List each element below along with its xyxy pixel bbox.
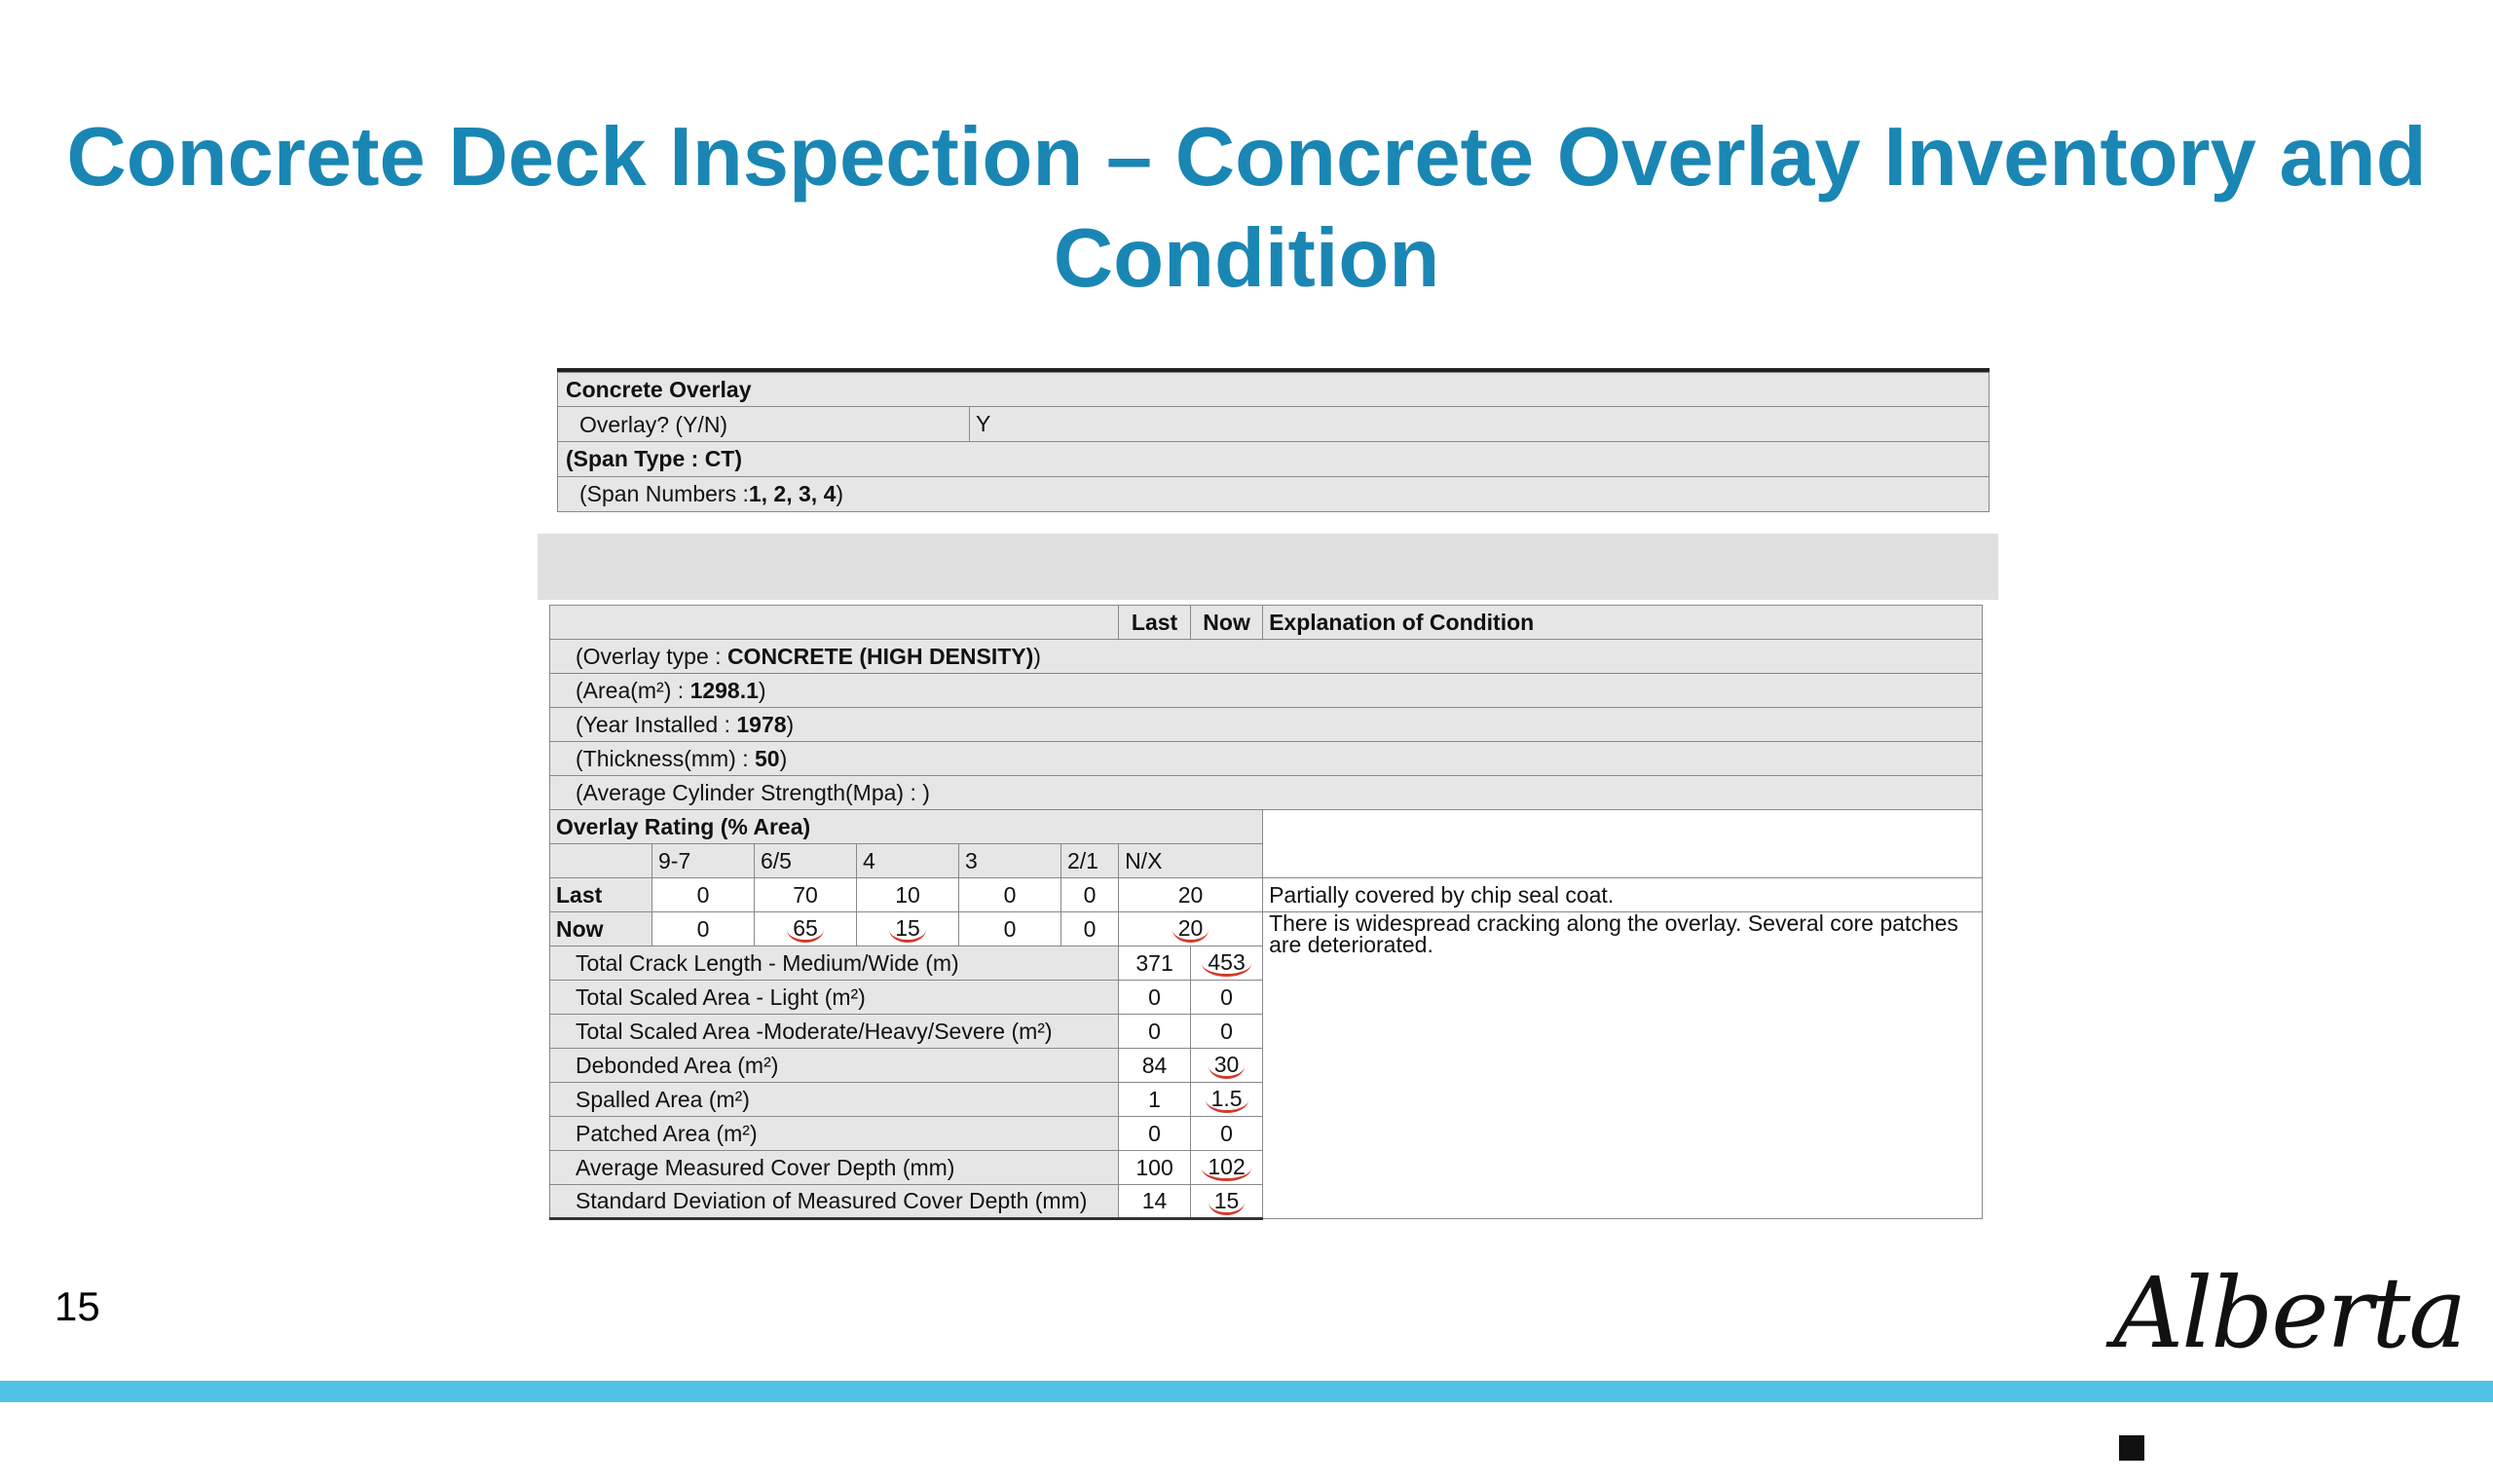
rating-cell: 70: [755, 878, 857, 912]
cylinder-strength-row: (Average Cylinder Strength(Mpa) : ): [550, 776, 1983, 810]
explanation-last: Partially covered by chip seal coat.: [1263, 878, 1983, 912]
logo-text: Alberta: [2113, 1256, 2465, 1370]
measurement-last: 14: [1119, 1185, 1191, 1219]
slide-title: Concrete Deck Inspection – Concrete Overlay Inventory and Condition: [66, 111, 2427, 305]
rating-cell: 0: [959, 878, 1061, 912]
measurement-last: 100: [1119, 1151, 1191, 1185]
measurement-now: 0: [1191, 1117, 1263, 1151]
header-now: Now: [1191, 606, 1263, 640]
measurement-label: Spalled Area (m²): [550, 1083, 1119, 1117]
measurement-label: Standard Deviation of Measured Cover Depth (mm): [550, 1185, 1119, 1219]
overlay-type-row: (Overlay type : CONCRETE (HIGH DENSITY)): [550, 640, 1983, 674]
measurement-last: 0: [1119, 1117, 1191, 1151]
bottom-accent-bar: [0, 1381, 2493, 1402]
rating-cell: 20: [1119, 878, 1263, 912]
measurement-label: Average Measured Cover Depth (mm): [550, 1151, 1119, 1185]
concrete-overlay-panel: [557, 368, 1990, 512]
page-number: 15: [55, 1283, 100, 1329]
inspection-form-image: [538, 368, 1998, 1249]
measurement-label: Total Crack Length - Medium/Wide (m): [550, 946, 1119, 981]
rating-cell-marked: 65: [787, 916, 824, 943]
measurement-now: 453: [1202, 950, 1250, 977]
rating-cell: 0: [1061, 878, 1119, 912]
area-value: 1298.1: [689, 677, 759, 703]
header-explanation: Explanation of Condition: [1263, 606, 1983, 640]
rating-row-label: Last: [550, 878, 652, 912]
measurement-last: 371: [1119, 946, 1191, 981]
section-label: Concrete Overlay: [557, 372, 1990, 407]
rating-now-row: [550, 912, 1983, 946]
year-installed-value: 1978: [736, 711, 787, 737]
rating-row-label: Now: [550, 912, 652, 946]
overlay-inventory-table: [549, 605, 1983, 1220]
measurement-now: 0: [1191, 981, 1263, 1015]
rating-label: Overlay Rating (% Area): [550, 810, 1263, 844]
span-type: (Span Type : CT): [557, 442, 1990, 477]
thickness-value: 50: [755, 745, 780, 771]
measurement-last: 1: [1119, 1083, 1191, 1117]
header-last: Last: [1119, 606, 1191, 640]
measurement-last: 0: [1119, 981, 1191, 1015]
rating-label-row: [550, 810, 1983, 844]
separator-bar: [538, 534, 1998, 600]
overlay-question-row: [557, 407, 1990, 442]
measurement-now: 15: [1209, 1189, 1246, 1215]
span-numbers-row: [557, 477, 1990, 512]
rating-col: 2/1: [1061, 844, 1119, 878]
rating-col: 9-7: [652, 844, 755, 878]
span-numbers-prefix: (Span Numbers :: [579, 481, 749, 506]
measurement-now: 102: [1202, 1155, 1250, 1181]
measurement-now: 1.5: [1206, 1087, 1248, 1113]
measurement-label: Total Scaled Area -Moderate/Heavy/Severe (m²): [550, 1015, 1119, 1049]
rating-col: N/X: [1119, 844, 1263, 878]
year-installed-row: (Year Installed : 1978): [550, 708, 1983, 742]
span-numbers-suffix: ): [836, 481, 844, 506]
overlay-answer: Y: [976, 411, 991, 436]
alberta-logo: [2113, 1256, 2493, 1484]
explanation-now: There is widespread cracking along the overlay. Several core patches are deteriorated.: [1269, 911, 1958, 957]
rating-cell: 0: [652, 912, 755, 946]
rating-cell: 10: [857, 878, 959, 912]
rating-col: 4: [857, 844, 959, 878]
rating-cell: 0: [652, 878, 755, 912]
rating-cell: 0: [959, 912, 1061, 946]
span-numbers-value: 1, 2, 3, 4: [748, 481, 837, 506]
rating-cell-marked: 20: [1172, 916, 1209, 943]
measurement-label: Patched Area (m²): [550, 1117, 1119, 1151]
measurement-now: 30: [1209, 1053, 1246, 1079]
rating-cell-marked: 15: [889, 916, 926, 943]
measurement-last: 0: [1119, 1015, 1191, 1049]
overlay-type-value: CONCRETE (HIGH DENSITY): [726, 643, 1034, 669]
area-row: (Area(m²) : 1298.1): [550, 674, 1983, 708]
rating-cell: 0: [1061, 912, 1119, 946]
measurement-now: 0: [1191, 1015, 1263, 1049]
rating-col: 6/5: [755, 844, 857, 878]
rating-last-row: [550, 878, 1983, 912]
logo-mark-icon: [2119, 1435, 2144, 1461]
overlay-question: Overlay? (Y/N): [566, 407, 970, 441]
overlay-inventory-panel: [549, 605, 1982, 1220]
thickness-row: (Thickness(mm) : 50): [550, 742, 1983, 776]
rating-col: 3: [959, 844, 1061, 878]
measurement-last: 84: [1119, 1049, 1191, 1083]
header-row: [550, 606, 1983, 640]
measurement-label: Total Scaled Area - Light (m²): [550, 981, 1119, 1015]
measurement-label: Debonded Area (m²): [550, 1049, 1119, 1083]
